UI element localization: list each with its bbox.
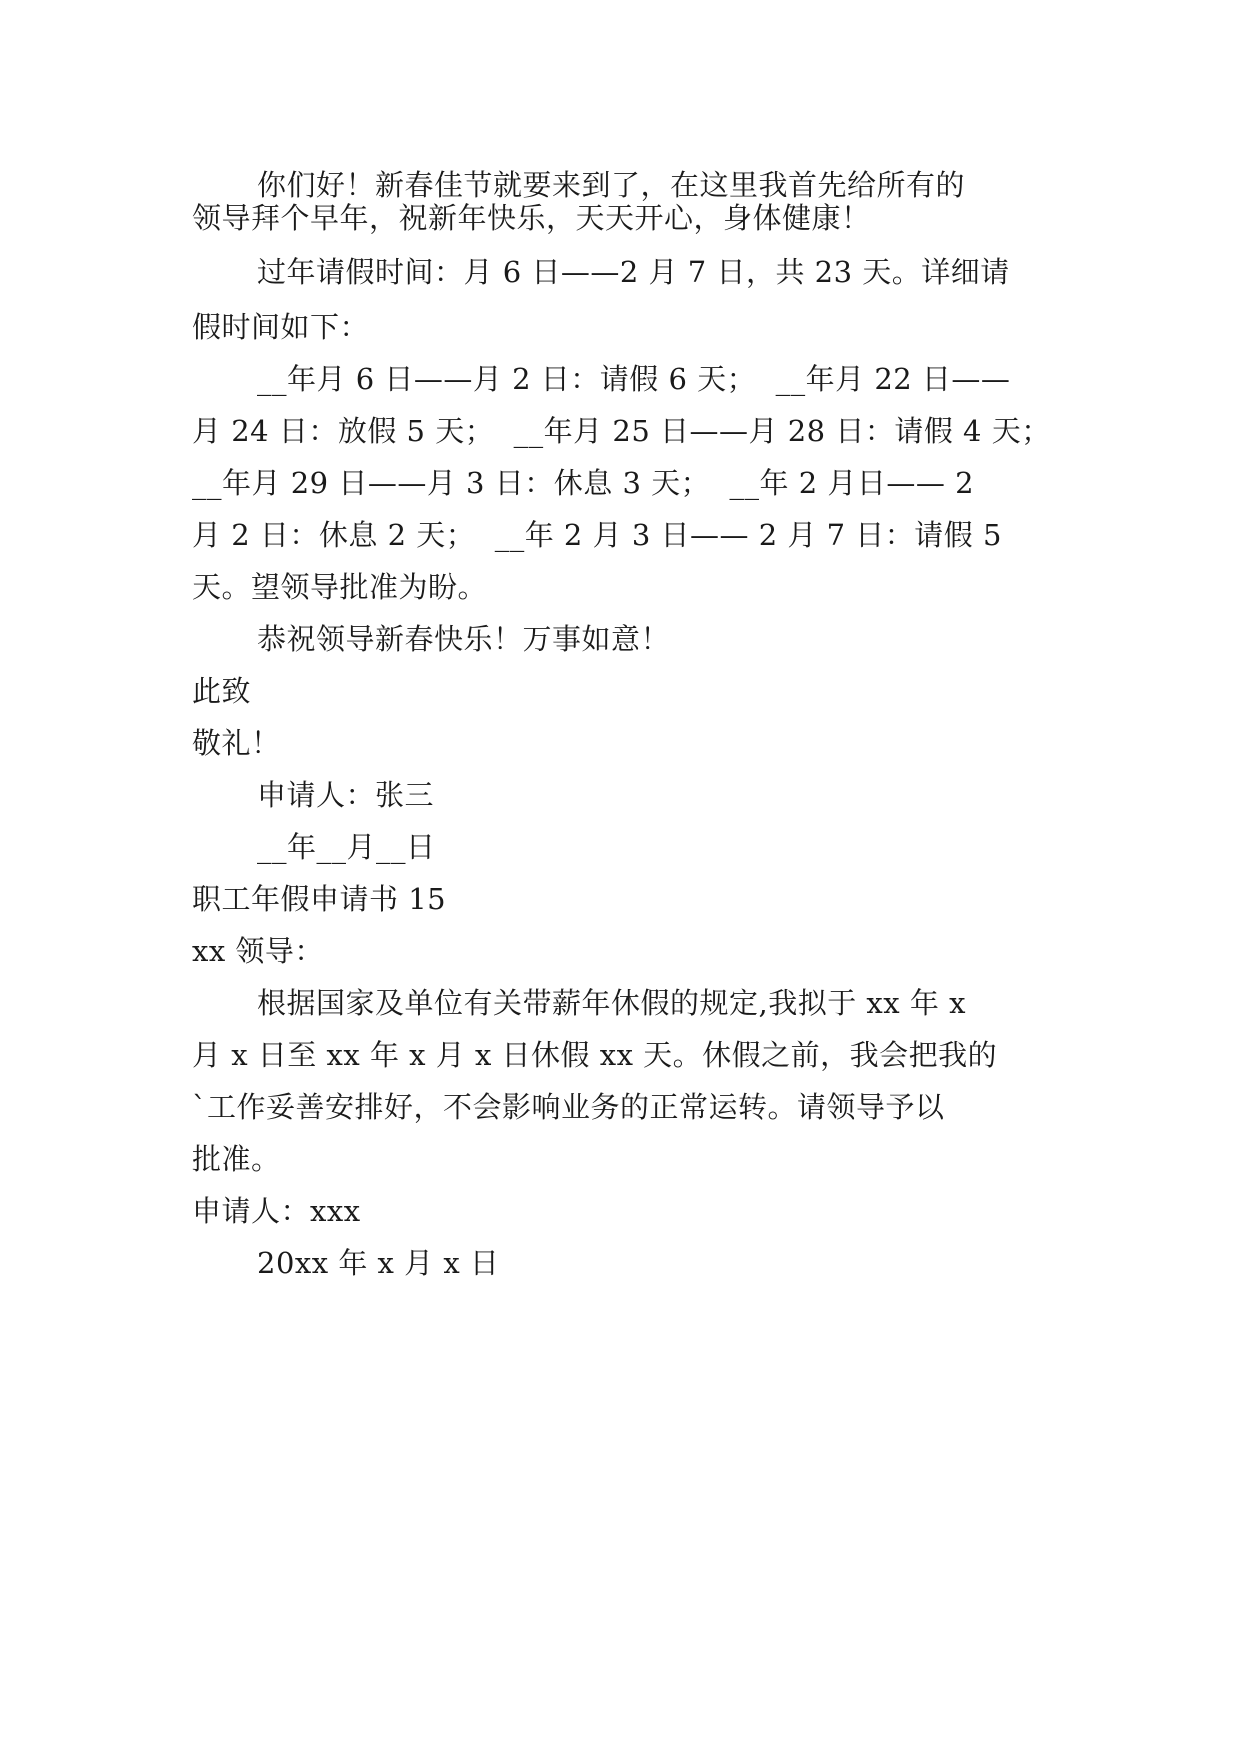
request-line-3: `工作妥善安排好，不会影响业务的正常运转。请领导予以: [192, 1090, 945, 1124]
request-line-2: 月 x 日至 xx 年 x 月 x 日休假 xx 天。休假之前，我会把我的: [192, 1038, 998, 1072]
greeting-line-1: 你们好！新春佳节就要来到了，在这里我首先给所有的: [257, 168, 966, 202]
closing-line-2: 敬礼！: [192, 726, 281, 760]
schedule-line-1: __年月 6 日——月 2 日：请假 6 天； __年月 22 日——: [257, 362, 1011, 396]
schedule-line-3: __年月 29 日——月 3 日：休息 3 天； __年 2 月日—— 2: [192, 466, 975, 500]
schedule-line-4: 月 2 日：休息 2 天； __年 2 月 3 日—— 2 月 7 日：请假 5: [192, 518, 1002, 552]
request-line-1: 根据国家及单位有关带薪年休假的规定,我拟于 xx 年 x: [257, 986, 966, 1020]
leave-period-line-2: 假时间如下：: [192, 310, 370, 344]
schedule-line-5: 天。望领导批准为盼。: [192, 570, 488, 604]
applicant-line: 申请人：张三: [257, 778, 435, 812]
applicant-line-2: 申请人：xxx: [192, 1194, 361, 1228]
schedule-line-2: 月 24 日：放假 5 天； __年月 25 日——月 28 日：请假 4 天；: [192, 414, 1051, 448]
date-line-2: 20xx 年 x 月 x 日: [257, 1246, 500, 1280]
closing-line-1: 此致: [192, 674, 252, 708]
section-title: 职工年假申请书 15: [192, 882, 447, 916]
greeting-line-2: 领导拜个早年，祝新年快乐，天天开心，身体健康！: [192, 201, 871, 235]
request-line-4: 批准。: [192, 1142, 281, 1176]
date-line: __年__月__日: [257, 830, 436, 864]
salutation-line: xx 领导：: [192, 934, 324, 968]
wishes-line: 恭祝领导新春快乐！万事如意！: [257, 622, 671, 656]
leave-period-line-1: 过年请假时间：月 6 日——2 月 7 日，共 23 天。详细请: [257, 255, 1010, 289]
